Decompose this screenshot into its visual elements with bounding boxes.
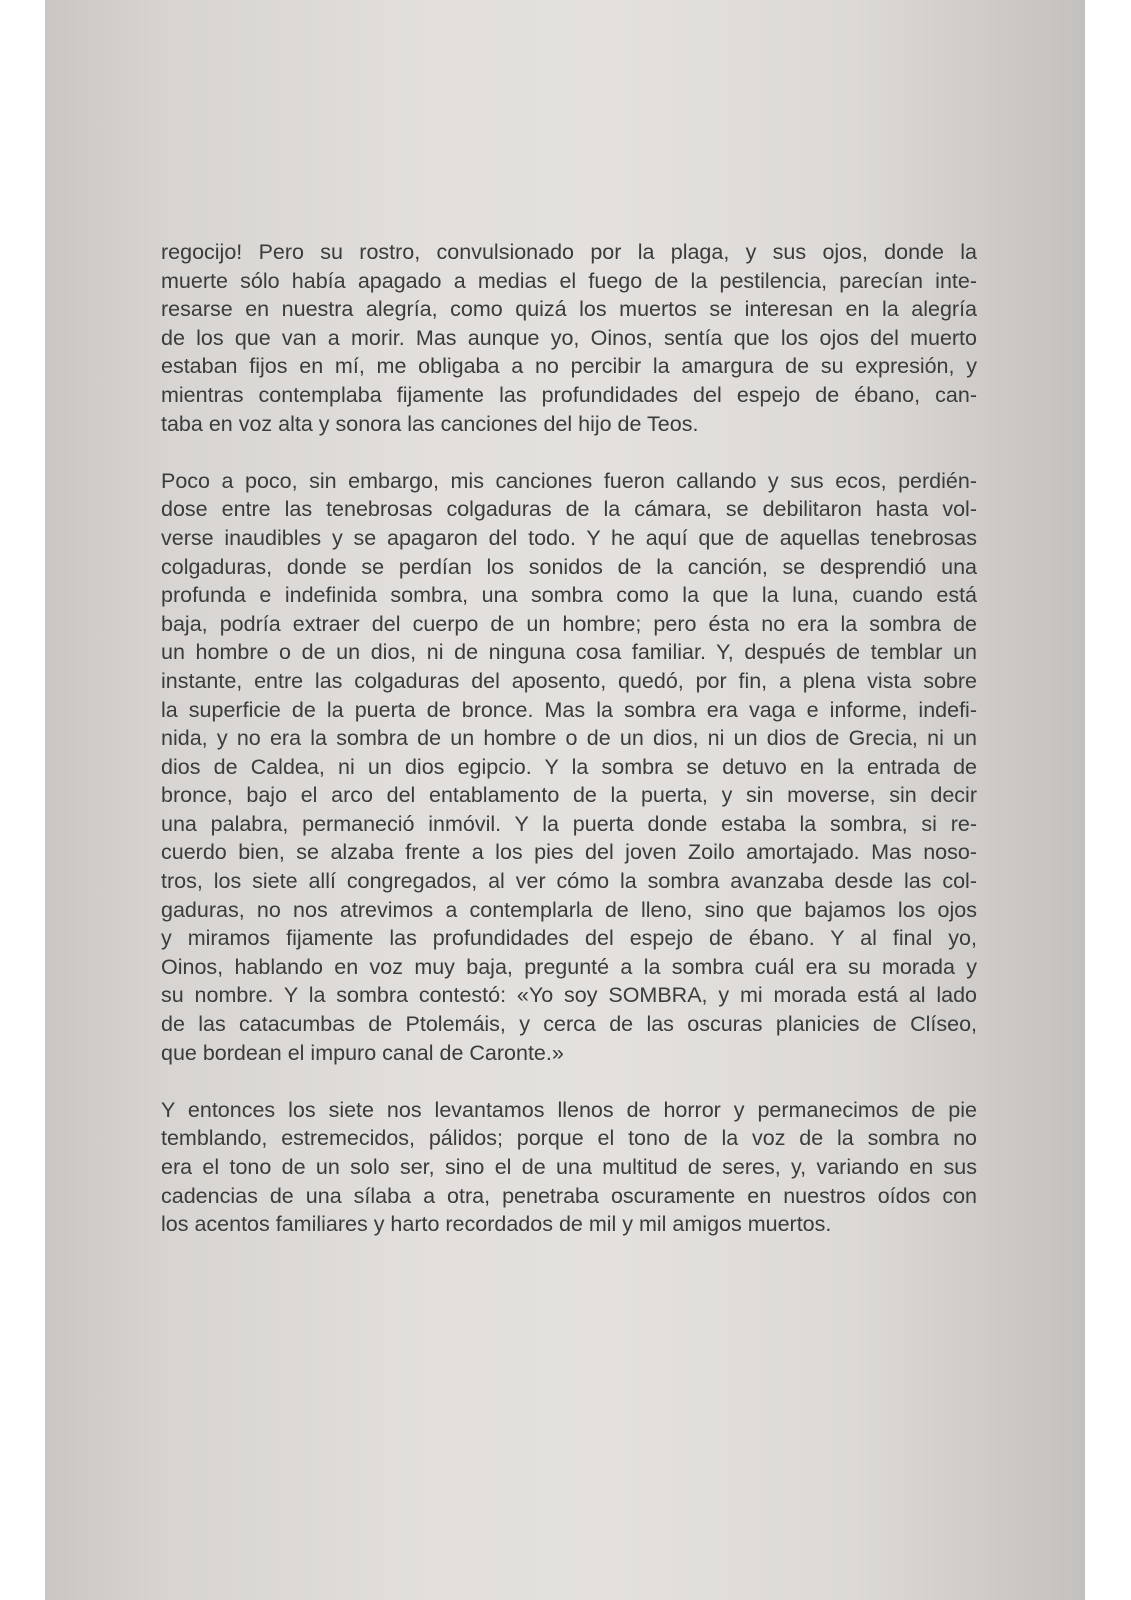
text-line: gaduras, no nos atrevimos a contemplarla de lleno, sino que bajamos los ojos <box>161 897 977 922</box>
text-line: de las catacumbas de Ptolemáis, y cerca de las oscuras planicies de Clíseo, <box>161 1012 977 1037</box>
paragraph <box>161 238 977 438</box>
text-line: nida, y no era la sombra de un hombre o de un dios, ni un dios de Grecia, ni un <box>161 726 977 751</box>
text-line: de los que van a morir. Mas aunque yo, Oinos, sentía que los ojos del muerto <box>161 325 977 350</box>
book-page <box>45 0 1085 1600</box>
text-line: tros, los siete allí congregados, al ver cómo la sombra avanzaba desde las col- <box>161 869 977 894</box>
text-line: resarse en nuestra alegría, como quizá los muertos se interesan en la alegría <box>161 297 977 322</box>
text-line: Poco a poco, sin embargo, mis canciones fueron callando y sus ecos, perdién- <box>161 468 977 493</box>
text-line: taba en voz alta y sonora las canciones del hijo de Teos. <box>161 411 699 436</box>
text-line: profunda e indefinida sombra, una sombra como la que la luna, cuando está <box>161 583 977 608</box>
text-line: los acentos familiares y harto recordados de mil y mil amigos muertos. <box>161 1212 832 1237</box>
text-line: una palabra, permaneció inmóvil. Y la puerta donde estaba la sombra, si re- <box>161 811 977 836</box>
text-line: cadencias de una sílaba a otra, penetraba oscuramente en nuestros oídos con <box>161 1183 977 1208</box>
paragraph <box>161 467 977 1067</box>
text-line: verse inaudibles y se apagaron del todo. Y he aquí que de aquellas tenebrosas <box>161 525 977 550</box>
text-line: cuerdo bien, se alzaba frente a los pies del joven Zoilo amortajado. Mas noso- <box>161 840 977 865</box>
text-line: baja, podría extraer del cuerpo de un hombre; pero ésta no era la sombra de <box>161 611 977 636</box>
text-line: que bordean el impuro canal de Caronte.» <box>161 1040 564 1065</box>
text-line: instante, entre las colgaduras del aposento, quedó, por fin, a plena vista sobre <box>161 668 977 693</box>
text-line: muerte sólo había apagado a medias el fuego de la pestilencia, parecían inte- <box>161 268 977 293</box>
text-line: dios de Caldea, ni un dios egipcio. Y la sombra se detuvo en la entrada de <box>161 754 977 779</box>
text-line: Y entonces los siete nos levantamos llenos de horror y permanecimos de pie <box>161 1097 977 1122</box>
text-line: y miramos fijamente las profundidades del espejo de ébano. Y al final yo, <box>161 926 977 951</box>
text-line: la superficie de la puerta de bronce. Mas la sombra era vaga e informe, indefi- <box>161 697 977 722</box>
text-line: Oinos, hablando en voz muy baja, pregunté a la sombra cuál era su morada y <box>161 954 977 979</box>
text-line: temblando, estremecidos, pálidos; porque el tono de la voz de la sombra no <box>161 1126 977 1151</box>
text-line: mientras contemplaba fijamente las profundidades del espejo de ébano, can- <box>161 382 977 407</box>
page-text <box>161 238 977 1267</box>
text-line: regocijo! Pero su rostro, convulsionado por la plaga, y sus ojos, donde la <box>161 240 977 264</box>
text-line: un hombre o de un dios, ni de ninguna cosa familiar. Y, después de temblar un <box>161 640 977 665</box>
paragraph <box>161 1096 977 1239</box>
text-line: dose entre las tenebrosas colgaduras de la cámara, se debilitaron hasta vol- <box>161 497 977 522</box>
text-line: bronce, bajo el arco del entablamento de la puerta, y sin moverse, sin decir <box>161 783 977 808</box>
text-line: su nombre. Y la sombra contestó: «Yo soy SOMBRA, y mi morada está al lado <box>161 983 977 1008</box>
text-line: era el tono de un solo ser, sino el de una multitud de seres, y, variando en sus <box>161 1155 977 1179</box>
text-line: colgaduras, donde se perdían los sonidos de la canción, se desprendió una <box>161 554 977 579</box>
text-line: estaban fijos en mí, me obligaba a no percibir la amargura de su expresión, y <box>161 354 977 379</box>
